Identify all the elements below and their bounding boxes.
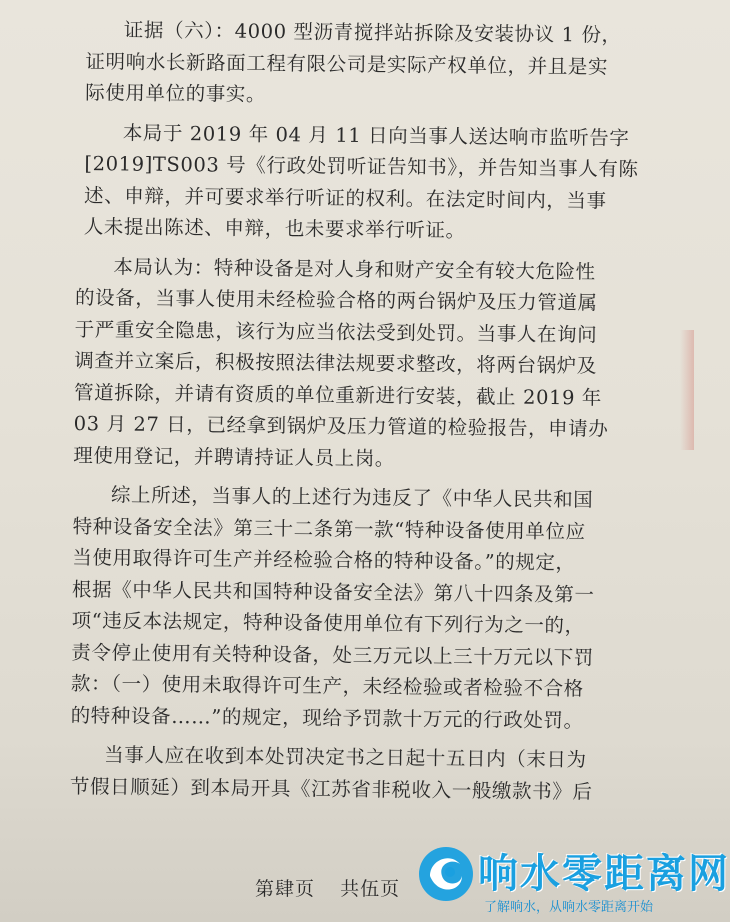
page-number-label: 第肆页 [255, 878, 316, 900]
doc-line: 证明响水长新路面工程有限公司是实际产权单位，并且是实 [85, 49, 609, 79]
doc-line: 项“违反本法规定，特种设备使用单位有下列行为之一的， [71, 608, 585, 638]
doc-line: 特种设备安全法》第三十二条第一款“特种设备使用单位应 [72, 514, 586, 543]
doc-line: 款：（一）使用未取得许可生产，未经检验或者检验不合格 [70, 671, 584, 701]
swirl-logo-icon [416, 836, 478, 906]
doc-line: 述、申辩，并可要求举行听证的权利。在法定时间内，当事 [83, 183, 607, 213]
doc-line: 于严重安全隐患，该行为应当依法受到处罚。当事人在询问 [74, 317, 598, 346]
doc-line: 综上所述，当事人的上述行为违反了《中华人民共和国 [110, 483, 594, 512]
doc-line: 管道拆除，并请有资质的单位重新进行安装，截止 2019 年 [73, 380, 603, 410]
doc-line: 责令停止使用有关特种设备，处三万元以上三十万元以下罚 [71, 640, 595, 669]
doc-line: 调查并立案后，积极按照法律法规要求整改，将两台锅炉及 [74, 348, 598, 378]
doc-line: 本局认为：特种设备是对人身和财产安全有较大危险性 [113, 254, 596, 283]
doc-line: 理使用登记，并聘请持证人员上岗。 [73, 443, 396, 470]
doc-line: 际使用单位的事实。 [85, 81, 267, 106]
edge-stamp-mark [680, 330, 694, 450]
doc-line: 证据（六）：4000 型沥青搅拌站拆除及安装协议 1 份， [123, 18, 622, 47]
doc-line: 本局于 2019 年 04 月 11 日向当事人送达响市监听告字 [122, 120, 630, 150]
doc-line: [2019]TS003 号《行政处罚听证告知书》，并告知当事人有陈 [84, 152, 639, 181]
doc-line: 的设备，当事人使用未经检验合格的两台锅炉及压力管道属 [74, 285, 598, 315]
doc-line: 03 月 27 日，已经拿到锅炉及压力管道的检验报告，申请办 [73, 411, 609, 441]
document-body [70, 14, 638, 808]
site-watermark [416, 836, 730, 922]
page-total-label: 共伍页 [340, 878, 401, 900]
doc-line: 人未提出陈述、申辩，也未要求举行听证。 [83, 215, 466, 243]
page-footer [255, 874, 418, 901]
doc-line: 根据《中华人民共和国特种设备安全法》第八十四条及第一 [71, 577, 595, 606]
doc-line: 节假日顺延）到本局开具《江苏省非税收入一般缴款书》后 [69, 774, 593, 803]
doc-line: 当事人应在收到本处罚决定书之日起十五日内（末日为 [104, 743, 587, 772]
watermark-slogan: 了解响水，从响水零距离开始 [484, 900, 654, 915]
doc-line: 当使用取得许可生产并经检验合格的特种设备。”的规定， [72, 545, 576, 575]
watermark-title: 响水零距离网 [478, 851, 730, 897]
doc-line: 的特种设备……”的规定，现给予罚款十万元的行政处罚。 [70, 703, 584, 732]
